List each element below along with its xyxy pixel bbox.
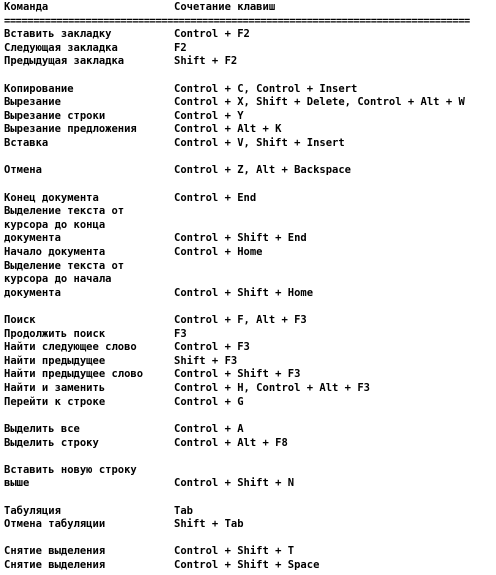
key-combination: Control + A <box>174 422 244 435</box>
command-name: Найти предыдущее <box>4 354 106 367</box>
key-combination: Control + F2 <box>174 28 250 41</box>
key-combination: Control + F3 <box>174 341 250 354</box>
table-row <box>4 219 494 233</box>
key-combination: Control + Y <box>174 109 244 122</box>
header-command: Команда <box>4 1 49 13</box>
blank-line <box>4 409 494 423</box>
table-row <box>4 477 494 491</box>
key-combination: Control + Shift + End <box>174 232 307 245</box>
key-combination: Control + Shift + Space <box>174 558 320 571</box>
key-combination: Control + V, Shift + Insert <box>174 137 345 150</box>
table-row <box>4 83 494 97</box>
table-row <box>4 368 494 382</box>
key-combination: Control + End <box>174 191 257 204</box>
table-row <box>4 42 494 56</box>
table-row <box>4 464 494 478</box>
command-name: Вставить новую строку <box>4 463 137 476</box>
key-combination: Control + C, Control + Insert <box>174 82 358 95</box>
command-name: Продолжить поиск <box>4 327 106 340</box>
key-combination: Control + X, Shift + Delete, Control + Alt + W <box>174 96 465 109</box>
table-row <box>4 192 494 206</box>
key-combination <box>174 273 494 287</box>
command-name: Вставка <box>4 137 49 150</box>
table-row <box>4 164 494 178</box>
key-combination <box>174 464 494 478</box>
blank-line <box>4 178 494 192</box>
command-name: Найти предыдущее слово <box>4 368 144 381</box>
command-name: Начало документа <box>4 245 106 258</box>
key-combination: Shift + F3 <box>174 354 238 367</box>
table-row <box>4 314 494 328</box>
blank-line <box>4 450 494 464</box>
blank-line <box>4 491 494 505</box>
command-name: Найти и заменить <box>4 382 106 395</box>
command-name: Вставить закладку <box>4 28 112 41</box>
blank-line <box>4 532 494 546</box>
table-row <box>4 328 494 342</box>
command-name: Перейти к строке <box>4 395 106 408</box>
key-combination: Control + G <box>174 395 244 408</box>
command-name: Вырезание предложения <box>4 123 137 136</box>
table-row <box>4 423 494 437</box>
table-row <box>4 55 494 69</box>
command-name: Табуляция <box>4 504 61 517</box>
key-combination <box>174 260 494 274</box>
table-row <box>4 137 494 151</box>
table-row <box>4 396 494 410</box>
key-combination: Shift + Tab <box>174 518 244 531</box>
command-name: выше <box>4 477 30 490</box>
blank-line <box>4 69 494 83</box>
command-name: Снятие выделения <box>4 545 106 558</box>
table-row <box>4 505 494 519</box>
key-combination <box>174 219 494 233</box>
key-combination: Control + Shift + Home <box>174 286 314 299</box>
command-name: Отмена <box>4 164 42 177</box>
command-name: Выделение текста от <box>4 259 125 272</box>
table-row <box>4 518 494 532</box>
table-header <box>4 1 494 15</box>
table-row <box>4 273 494 287</box>
key-combination: Control + Z, Alt + Backspace <box>174 164 352 177</box>
command-name: Выделить все <box>4 422 80 435</box>
shortcut-list <box>4 28 494 572</box>
command-name: Найти следующее слово <box>4 341 137 354</box>
command-name: документа <box>4 232 61 245</box>
command-name: Выделение текста от <box>4 205 125 218</box>
blank-line <box>4 151 494 165</box>
table-row <box>4 382 494 396</box>
table-row <box>4 110 494 124</box>
key-combination <box>174 205 494 219</box>
command-name: Следующая закладка <box>4 41 118 54</box>
table-row <box>4 28 494 42</box>
key-combination: F3 <box>174 327 187 340</box>
table-row <box>4 437 494 451</box>
table-row <box>4 545 494 559</box>
command-name: Выделить строку <box>4 436 99 449</box>
table-row <box>4 355 494 369</box>
command-name: Копирование <box>4 82 74 95</box>
blank-line <box>4 300 494 314</box>
command-name: Предыдущая закладка <box>4 55 125 68</box>
table-row <box>4 232 494 246</box>
command-name: Вырезание строки <box>4 109 106 122</box>
key-combination: Control + H, Control + Alt + F3 <box>174 382 370 395</box>
key-combination: Control + Shift + T <box>174 545 295 558</box>
command-name: курсора до конца <box>4 218 106 231</box>
table-row <box>4 559 494 573</box>
table-row <box>4 341 494 355</box>
command-name: Вырезание <box>4 96 61 109</box>
key-combination: Control + Alt + K <box>174 123 282 136</box>
key-combination: Control + Shift + N <box>174 477 295 490</box>
header-separator: ================================================================================ <box>4 14 470 27</box>
command-name: курсора до начала <box>4 273 112 286</box>
command-name: документа <box>4 286 61 299</box>
table-row <box>4 96 494 110</box>
key-combination: Control + Home <box>174 245 263 258</box>
command-name: Конец документа <box>4 191 99 204</box>
table-row <box>4 123 494 137</box>
header-keys: Сочетание клавиш <box>174 1 276 13</box>
shortcut-document <box>4 1 494 573</box>
key-combination: F2 <box>174 41 187 54</box>
key-combination: Tab <box>174 504 193 517</box>
command-name: Отмена табуляции <box>4 518 106 531</box>
table-row <box>4 205 494 219</box>
key-combination: Shift + F2 <box>174 55 238 68</box>
table-row <box>4 287 494 301</box>
command-name: Снятие выделения <box>4 558 106 571</box>
command-name: Поиск <box>4 314 36 327</box>
key-combination: Control + Shift + F3 <box>174 368 301 381</box>
key-combination: Control + Alt + F8 <box>174 436 288 449</box>
table-row <box>4 260 494 274</box>
key-combination: Control + F, Alt + F3 <box>174 314 307 327</box>
table-row <box>4 246 494 260</box>
